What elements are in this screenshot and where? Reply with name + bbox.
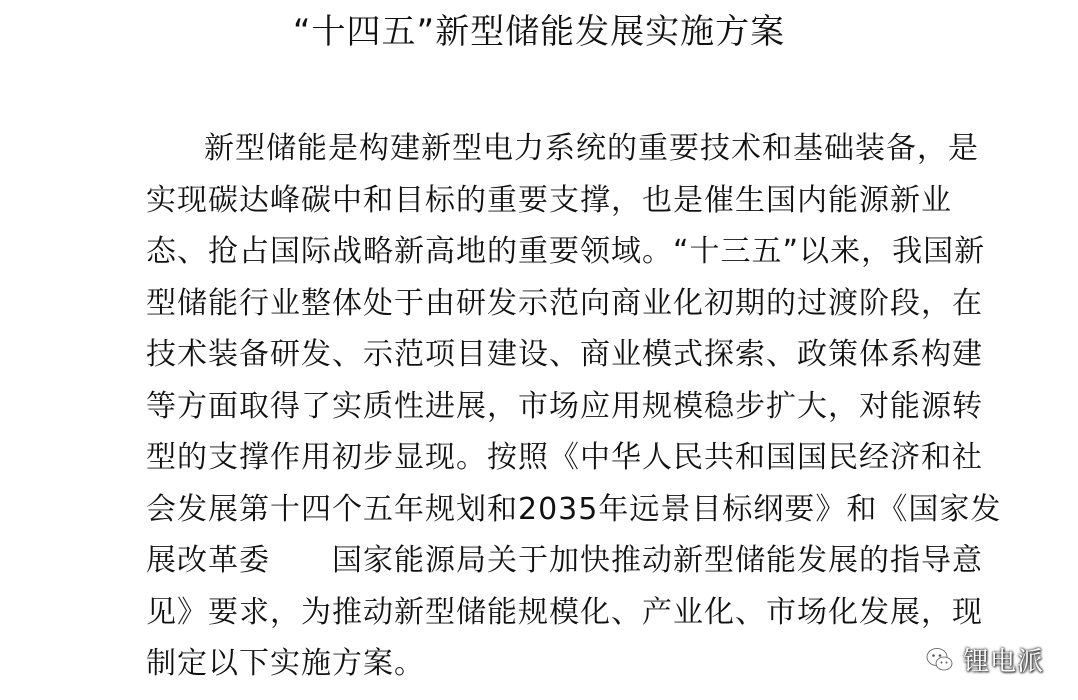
paragraph-line: 会发展第十四个五年规划和2035年远景目标纲要》和《国家发 [146, 491, 1002, 527]
paragraph-line: 等方面取得了实质性进展，市场应用规模稳步扩大，对能源转 [146, 388, 983, 424]
paragraph-line: 制定以下实施方案。 [146, 646, 425, 681]
watermark [925, 641, 1044, 678]
paragraph-line: 态、抢占国际战略新高地的重要领域。“十三五”以来，我国新 [146, 234, 986, 269]
document-paragraph [146, 123, 1002, 690]
paragraph-line: 型储能行业整体处于由研发示范向商业化初期的过渡阶段，在 [146, 285, 983, 321]
wechat-icon [925, 645, 955, 675]
paragraph-line: 新型储能是构建新型电力系统的重要技术和基础装备，是 [204, 131, 979, 166]
watermark-text: 锂电派 [962, 647, 1044, 677]
paragraph-line: 展改革委 国家能源局关于加快推动新型储能发展的指导意 [146, 543, 983, 578]
paragraph-line: 型的支撑作用初步显现。按照《中华人民共和国国民经济和社 [146, 440, 983, 475]
paragraph-line: 见》要求，为推动新型储能规模化、产业化、市场化发展，现 [146, 594, 983, 630]
paragraph-line: 实现碳达峰碳中和目标的重要支撑，也是催生国内能源新业 [146, 182, 952, 218]
paragraph-line: 技术装备研发、示范项目建设、商业模式探索、政策体系构建 [146, 337, 983, 372]
document-title: “十四五”新型储能发展实施方案 [292, 12, 786, 52]
